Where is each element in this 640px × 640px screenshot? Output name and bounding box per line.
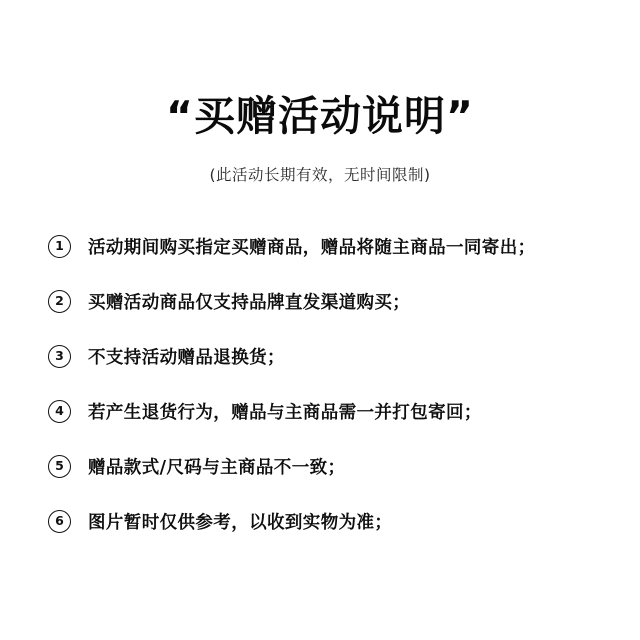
list-item-text: 若产生退货行为，赠品与主商品需一并打包寄回； bbox=[88, 403, 482, 424]
list-item-text: 活动期间购买指定买赠商品，赠品将随主商品一同寄出； bbox=[88, 238, 536, 259]
list-item-text: 买赠活动商品仅支持品牌直发渠道购买； bbox=[88, 293, 411, 314]
list-item bbox=[48, 219, 610, 274]
list-item-number-badge: 4 bbox=[48, 400, 71, 423]
list-item-number-badge: 1 bbox=[48, 235, 71, 258]
list-item-number-badge: 5 bbox=[48, 455, 71, 478]
list-item-text: 不支持活动赠品退换货； bbox=[88, 348, 285, 369]
list-item bbox=[48, 494, 610, 549]
list-item bbox=[48, 439, 610, 494]
list-item bbox=[48, 274, 610, 329]
page-title: “买赠活动说明” bbox=[166, 92, 474, 140]
list-item-number-badge: 6 bbox=[48, 510, 71, 533]
list-item-text: 图片暂时仅供参考，以收到实物为准； bbox=[88, 513, 393, 534]
list-item-number-badge: 2 bbox=[48, 290, 71, 313]
list-item bbox=[48, 384, 610, 439]
list-item bbox=[48, 329, 610, 384]
rules-list bbox=[0, 219, 640, 549]
list-item-text: 赠品款式/尺码与主商品不一致； bbox=[88, 458, 346, 479]
page-subtitle: (此活动长期有效，无时间限制) bbox=[209, 166, 431, 185]
list-item-number-badge: 3 bbox=[48, 345, 71, 368]
